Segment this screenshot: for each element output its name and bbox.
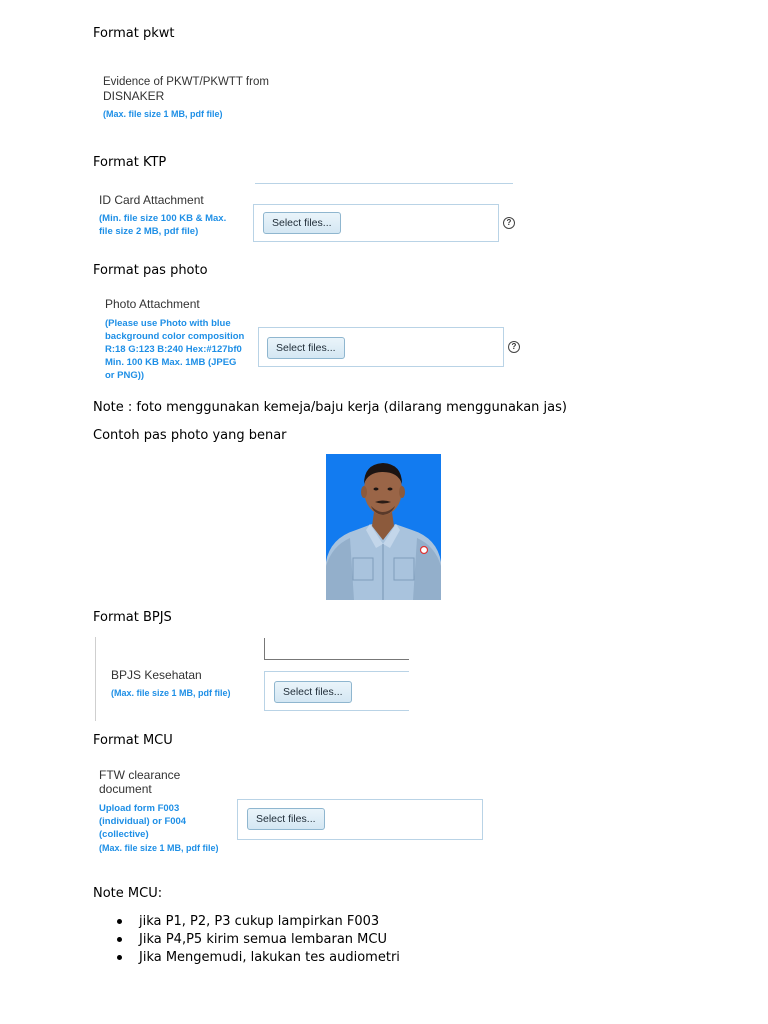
ktp-hint-line1: (Min. file size 100 KB & Max. — [99, 213, 227, 224]
mcu-note-title: Note MCU: — [93, 886, 163, 901]
bpjs-file-dropzone[interactable] — [264, 671, 409, 711]
mcu-note-list — [115, 914, 400, 968]
bullet-icon — [117, 955, 122, 960]
example-photo — [326, 454, 441, 600]
mcu-label-line2: document — [99, 782, 152, 796]
heading-mcu: Format MCU — [93, 733, 173, 748]
mcu-hint-line1: Upload form F003 — [99, 803, 180, 814]
mcu-note-text: Jika P4,P5 kirim semua lembaran MCU — [139, 932, 387, 947]
pkwt-label-line2: DISNAKER — [103, 89, 165, 103]
photo-hint-line1: (Please use Photo with blue — [105, 318, 231, 329]
heading-photo: Format pas photo — [93, 263, 208, 278]
bullet-icon — [117, 937, 122, 942]
pkwt-hint: (Max. file size 1 MB, pdf file) — [103, 109, 223, 119]
photo-hint-line4: Min. 100 KB Max. 1MB (JPEG — [105, 357, 237, 368]
photo-hint-line2: background color composition — [105, 331, 245, 342]
ktp-hint-line2: file size 2 MB, pdf file) — [99, 226, 199, 237]
mcu-file-dropzone[interactable] — [237, 799, 483, 840]
list-item — [115, 914, 400, 932]
photo-hint-line5: or PNG)) — [105, 370, 145, 381]
list-item — [115, 950, 400, 968]
bpjs-hint: (Max. file size 1 MB, pdf file) — [111, 688, 231, 698]
bpjs-left-border — [95, 637, 96, 721]
question-circle-icon[interactable]: ? — [508, 341, 520, 353]
question-circle-icon[interactable]: ? — [503, 217, 515, 229]
mcu-hint-line2: (individual) or F004 — [99, 816, 187, 827]
mcu-note-text: jika P1, P2, P3 cukup lampirkan F003 — [139, 914, 380, 929]
ktp-top-divider — [255, 183, 513, 184]
heading-ktp: Format KTP — [93, 155, 167, 170]
mcu-select-files-button[interactable]: Select files... — [247, 808, 325, 830]
mcu-hint-line3: (collective) — [99, 829, 149, 840]
photo-example-caption: Contoh pas photo yang benar — [93, 428, 287, 443]
mcu-label-line1: FTW clearance — [99, 768, 181, 782]
bpjs-box-top-left-edge — [264, 638, 265, 659]
pkwt-label-line1: Evidence of PKWT/PKWTT from — [103, 76, 269, 88]
photo-file-dropzone[interactable] — [258, 327, 504, 367]
heading-pkwt: Format pkwt — [93, 26, 175, 41]
heading-bpjs: Format BPJS — [93, 610, 172, 625]
list-item — [115, 932, 400, 950]
photo-note: Note : foto menggunakan kemeja/baju kerja (dilarang menggunakan jas) — [93, 400, 567, 415]
bullet-icon — [117, 919, 122, 924]
ktp-select-files-button[interactable]: Select files... — [263, 212, 341, 234]
ktp-label: ID Card Attachment — [99, 193, 204, 207]
mcu-hint-line4: (Max. file size 1 MB, pdf file) — [99, 843, 219, 853]
photo-select-files-button[interactable]: Select files... — [267, 337, 345, 359]
bpjs-box-top-edge — [264, 659, 409, 660]
bpjs-label: BPJS Kesehatan — [111, 668, 202, 682]
photo-label: Photo Attachment — [105, 297, 200, 311]
photo-hint-line3: R:18 G:123 B:240 Hex:#127bf0 — [105, 344, 242, 355]
ktp-file-dropzone[interactable] — [253, 204, 499, 242]
mcu-note-text: Jika Mengemudi, lakukan tes audiometri — [139, 950, 400, 965]
bpjs-select-files-button[interactable]: Select files... — [274, 681, 352, 703]
